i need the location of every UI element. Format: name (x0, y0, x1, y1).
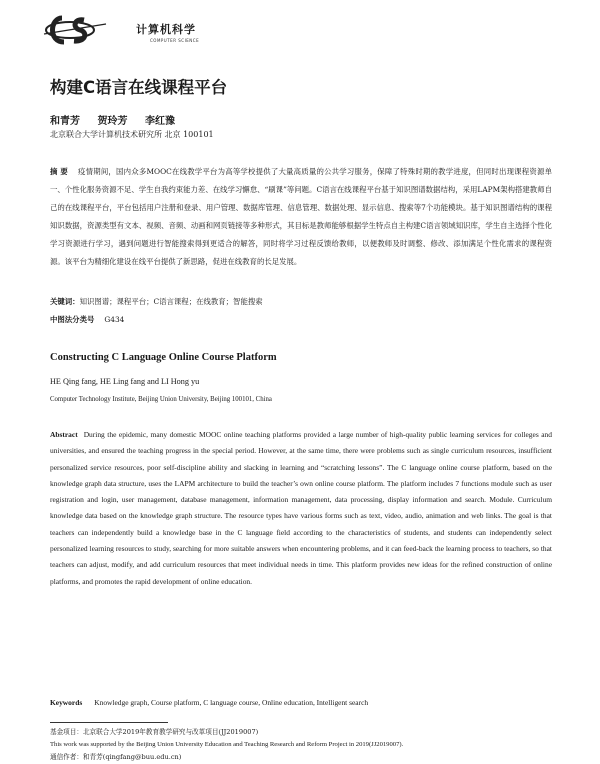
english-keywords-text: Knowledge graph, Course platform, C language course, Online education, Intelligent search (94, 698, 369, 707)
chinese-abstract-label: 摘 要 (50, 167, 68, 176)
footnote-fund-en: This work was supported by the Beijing Union University Education and Teaching Research and Reform Project in 2019(JJ2019007). (50, 740, 404, 748)
chinese-keywords (50, 296, 263, 307)
english-authors: HE Qing fang, HE Ling fang and LI Hong yu (50, 377, 200, 386)
english-abstract-text: During the epidemic, many domestic MOOC online teaching platforms provided a large number of high-quality public learning services for colleges and universities, and ensured the teaching progress in the special period. However, at the same time, there were problems such as single curriculum resources, insufficient personalized service resources, poor self-discipline ability and slacking in learning and “scratching lessons”. The C language online course platform, based on the knowledge graph data structure, uses the LAPM architecture to build the teacher’s own online course platform. The platform includes 7 functions module such as user registration and login, user management, database management, information management, data processing, display information and search. Module. Curriculum knowledge data based on the knowledge graph structure. The resource types have various forms such as text, video, audio, animation and web links. The goal is that teachers can independently build a knowledge base in the C language field according to the characteristics of students, and students can independently select personalized learning resources to study, searching for more suitable answers when encountering problems, and it can feed-back the learning process to teachers, so that teachers can adjust, modify, and add curriculum resources that meet individual needs in time. This platform provides new ideas for the refined construction of online platforms, and promotes the rapid development of online education. (50, 430, 552, 586)
english-keywords-label: Keywords (50, 698, 83, 707)
english-keywords (50, 698, 368, 707)
chinese-keywords-label: 关键词： (50, 297, 80, 306)
journal-logo-icon (40, 12, 110, 46)
english-affiliation: Computer Technology Institute, Beijing Union University, Beijing 100101, China (50, 396, 272, 403)
english-abstract (50, 427, 552, 590)
journal-subtitle: COMPUTER SCIENCE (150, 38, 200, 43)
english-title: Constructing C Language Online Course Platform (50, 352, 277, 363)
classification-value: G434 (104, 315, 125, 324)
english-abstract-label: Abstract (50, 430, 78, 439)
chinese-authors: 和青芳 贺玲芳 李红豫 (50, 116, 175, 127)
chinese-abstract-text: 疫情期间，国内众多MOOC在线教学平台为高等学校提供了大量高质量的公共学习服务，保障了特殊时期的教学进度，但同时出现课程资源单一、个性化服务资源不足、学生自我约束能力差、在线学习懈怠、“刷课”等问题。C语言在线课程平台基于知识图谱数据结构，采用LAPM架构搭建教师自己的在线课程平台，平台包括用户注册和登录、用户管理、数据库管理、信息管理、数据处理、显示信息、搜索等7个功能模块。基于知识图谱结构的课程知识数据，资源类型有文本、视频、音频、动画和网页链接等多种形式，其目标是教师能够根据学生特点自主构建C语言领域知识库，学生自主选择个性化学习资源进行学习，遇到问题进行智能搜索得到更适合的解答，同时将学习过程反馈给教师，以便教师及时调整、修改、添加满足个性化需求的课程资源。该平台为精细化建设在线平台提供了新思路，促进在线教育的长足发展。 (50, 167, 552, 266)
journal-name: 计算机科学 (136, 23, 196, 36)
footnotes (50, 726, 560, 764)
chinese-abstract (50, 163, 552, 271)
journal-masthead (40, 12, 260, 46)
chinese-keywords-text: 知识图谱；课程平台；C语言课程；在线教育；智能搜索 (79, 297, 263, 306)
chinese-affiliation: 北京联合大学计算机技术研究所 北京 100101 (50, 130, 214, 139)
classification-number (50, 314, 124, 325)
footnote-corresponding-author: 通信作者：和青芳(qingfang@buu.edu.cn) (50, 753, 182, 761)
footnote-divider (50, 722, 168, 723)
footnote-fund-cn: 基金项目：北京联合大学2019年教育教学研究与改革项目(JJ2019007) (50, 728, 259, 736)
chinese-title: 构建C语言在线课程平台 (50, 78, 228, 97)
classification-label: 中图法分类号 (50, 315, 95, 324)
